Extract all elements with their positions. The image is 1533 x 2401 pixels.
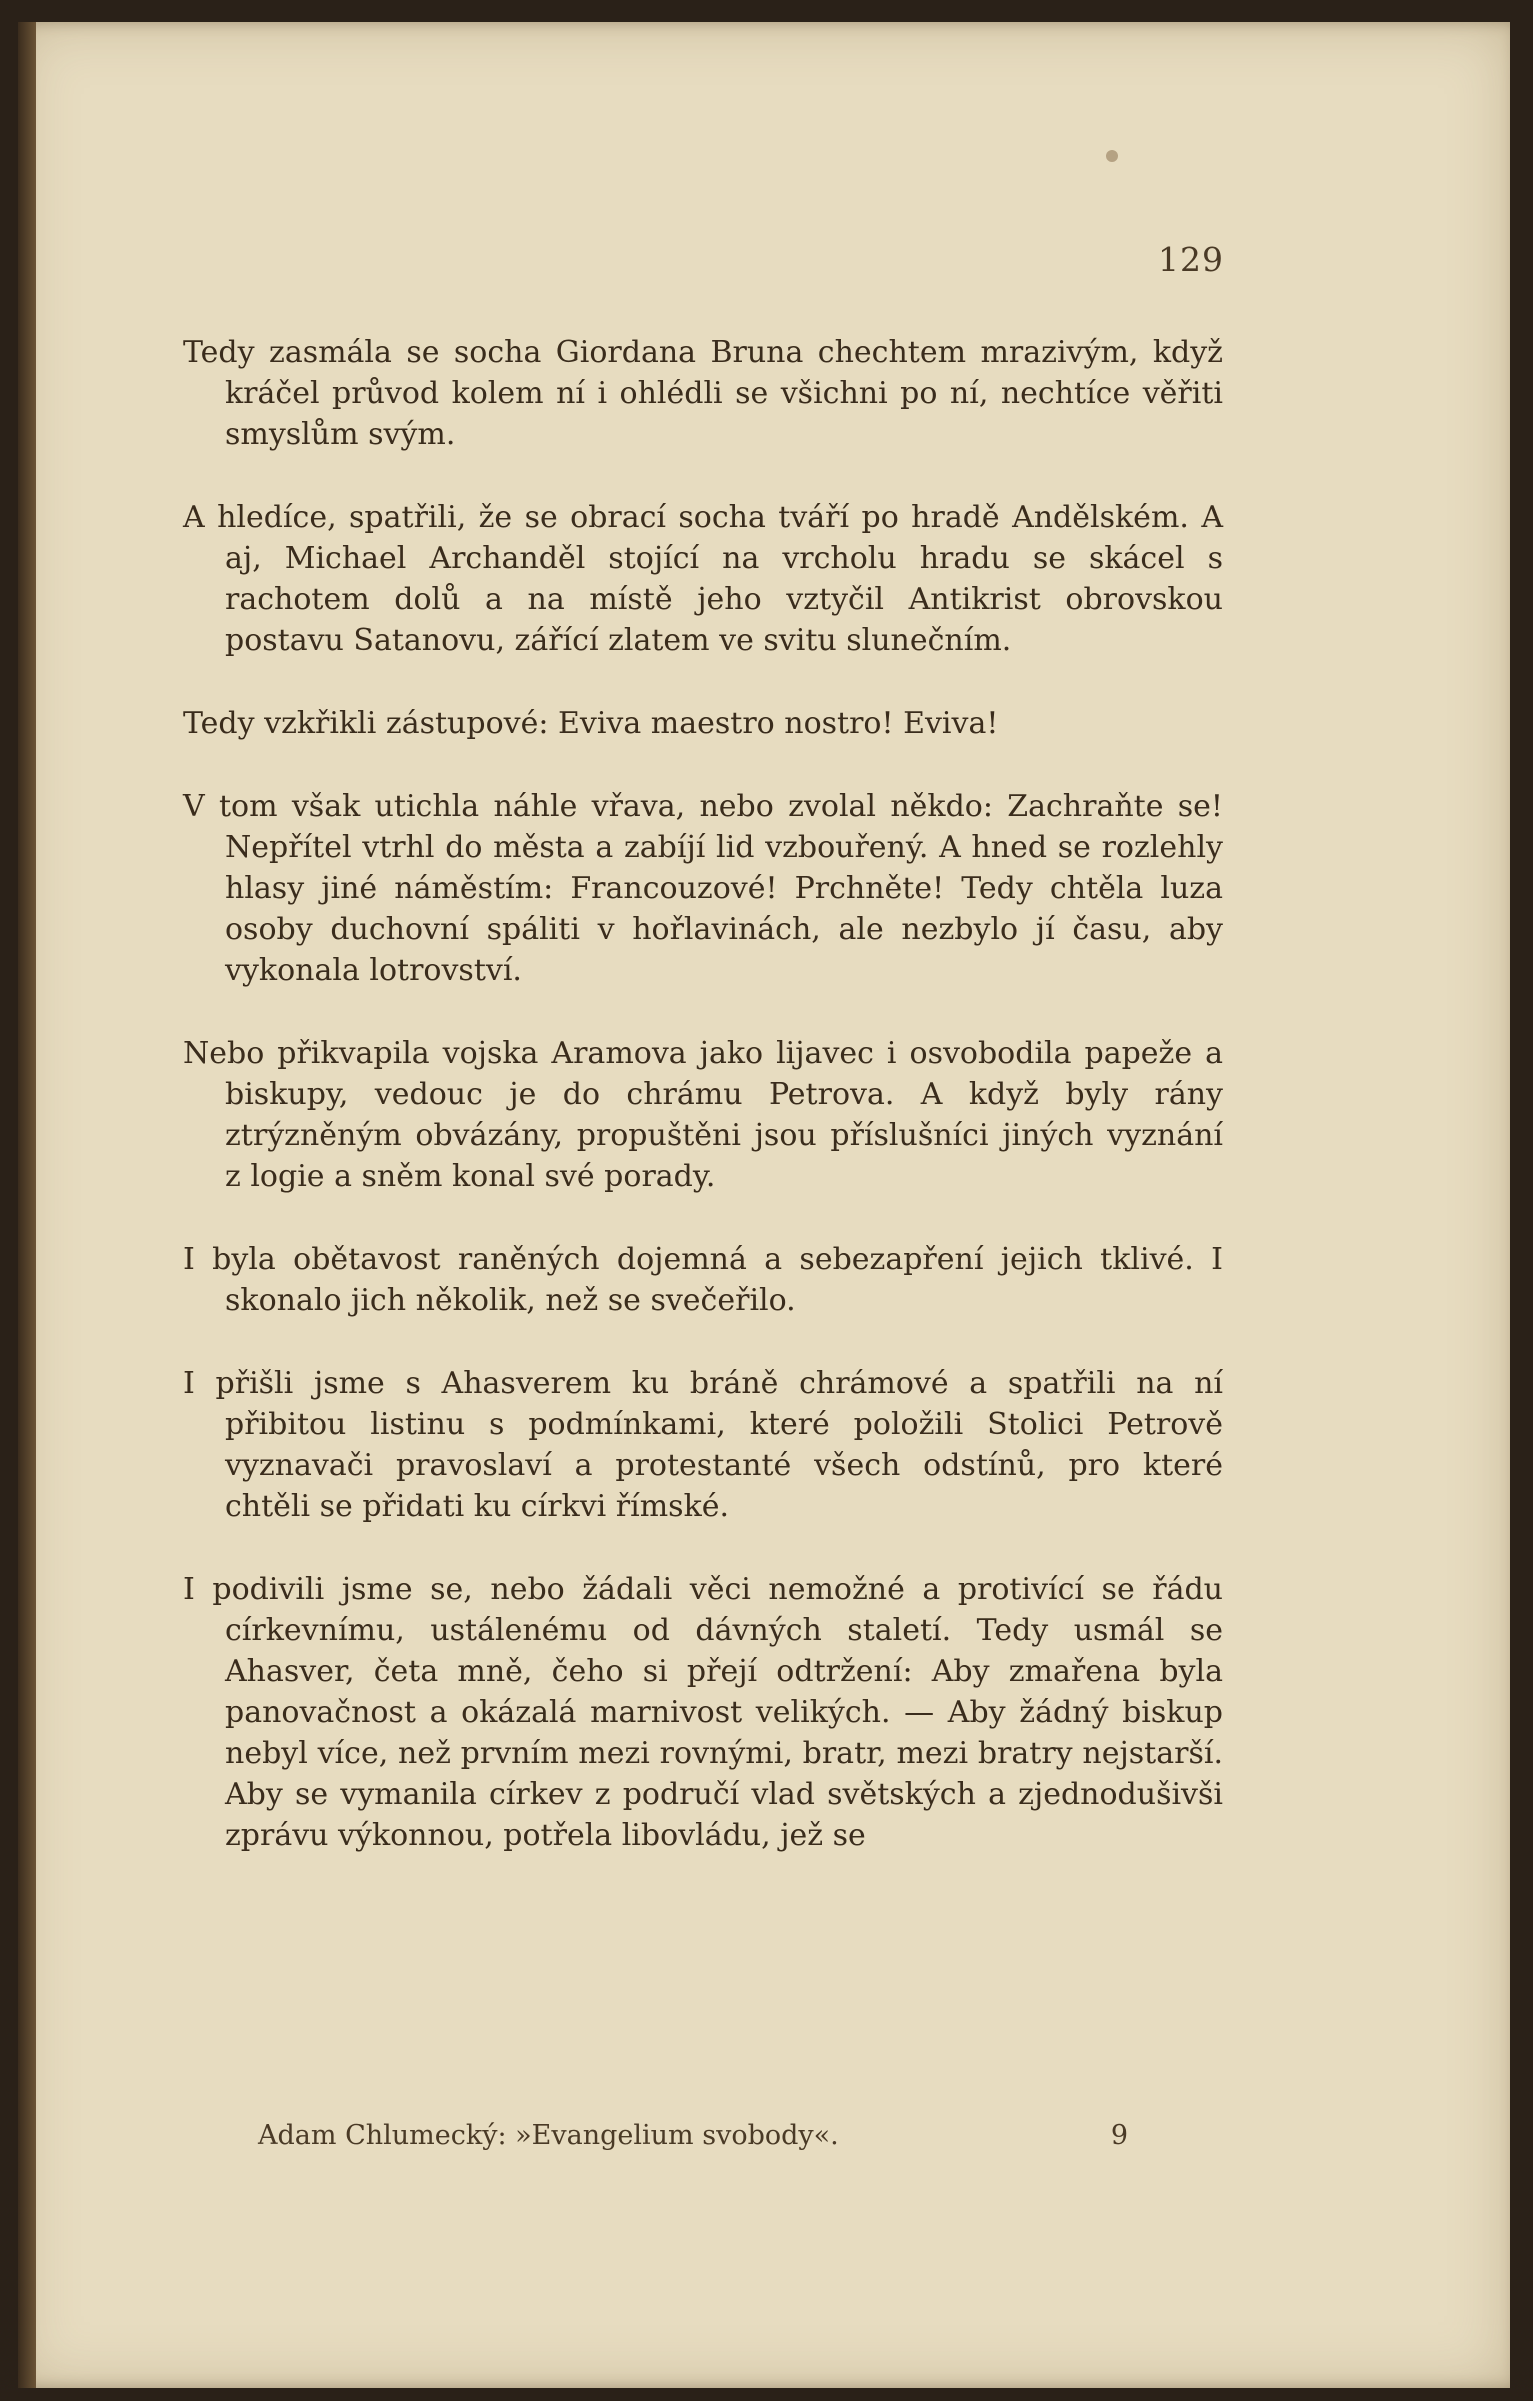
paper-spot [1106,150,1118,162]
paragraph-8: I podivili jsme se, nebo žádali věci nemožné a protivící se řádu církevnímu, ustálenému od dávných staletí. Tedy usmál se Ahasver, četa mně, čeho si přejí odtržení: Aby zmařena byla panovačnost a okázalá marnivost velikých. — Aby žádný biskup nebyl více, než prvním mezi rovnými, bratr, mezi bratry nejstarší. Aby se vymanila církev z područí vlad světských a zjednodušivši zprávu výkonnou, potřela libovládu, jež se [183,1572,1223,1853]
footer-signature: Adam Chlumecký: »Evangelium svobody«. [258,2120,839,2151]
body-text [183,332,1223,1898]
page-footer [258,2120,1128,2151]
footer-sheet-number: 9 [1110,2120,1128,2151]
paragraph-3: Tedy vzkřikli zástupové: Eviva maestro nostro! Eviva! [183,706,999,741]
paragraph-5: Nebo přikvapila vojska Aramova jako lijavec i osvobodila papeže a biskupy, vedouc je do chrámu Petrova. A když byly rány ztrýzněným obvázány, propuštěni jsou příslušníci jiných vyznání z logie a sněm konal své porady. [183,1036,1223,1194]
paragraph-4: V tom však utichla náhle vřava, nebo zvolal někdo: Zachraňte se! Nepřítel vtrhl do města a zabíjí lid vzbouřený. A hned se rozlehly hlasy jiné náměstím: Francouzové! Prchněte! Tedy chtěla luza osoby duchovní spáliti v hořlavinách, ale nezbylo jí času, aby vykonala lotrovství. [183,789,1223,988]
paragraph-7: I přišli jsme s Ahasverem ku bráně chrámové a spatřili na ní přibitou listinu s podmínkami, které položili Stolici Petrově vyznavači pravoslaví a protestanté všech odstínů, pro které chtěli se přidati ku církvi římské. [183,1366,1223,1524]
paragraph-6: I byla obětavost raněných dojemná a sebezapření jejich tklivé. I skonalo jich několik, než se svečeřilo. [183,1242,1223,1318]
page-number: 129 [1158,240,1224,279]
paragraph-1: Tedy zasmála se socha Giordana Bruna chechtem mrazivým, když kráčel průvod kolem ní i ohlédli se všichni po ní, nechtíce věřiti smyslům svým. [183,335,1223,452]
binding-edge [18,22,36,2388]
book-page [18,22,1510,2388]
paragraph-2: A hledíce, spatřili, že se obrací socha tváří po hradě Andělském. A aj, Michael Archanděl stojící na vrcholu hradu se skácel s rachotem dolů a na místě jeho vztyčil Antikrist obrovskou postavu Satanovu, zářící zlatem ve svitu slunečním. [183,500,1223,658]
